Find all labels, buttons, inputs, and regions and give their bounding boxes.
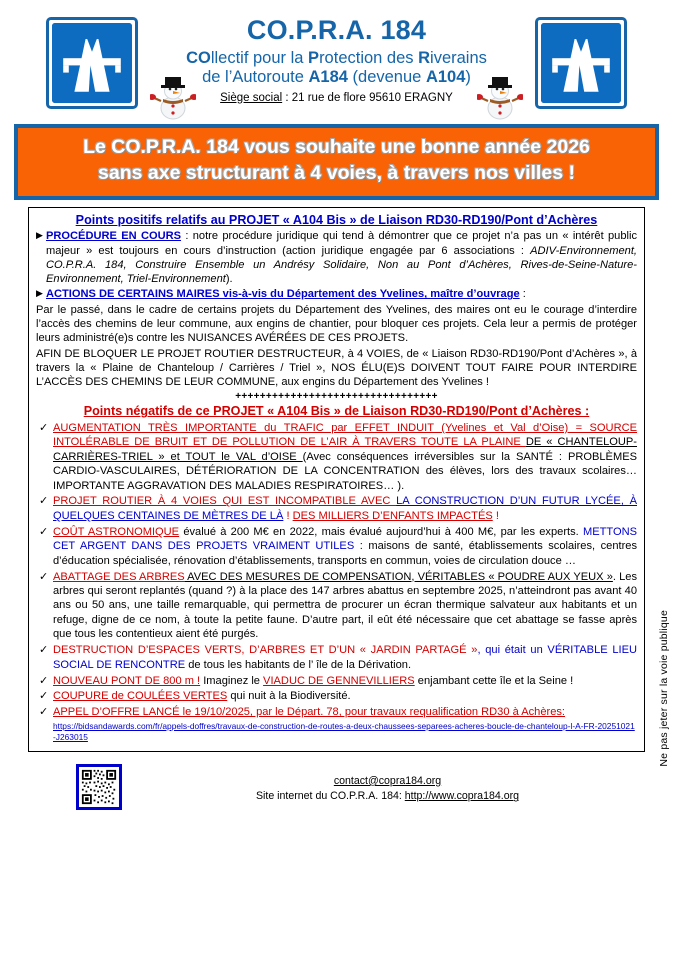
negative-item-green-spaces bbox=[36, 643, 637, 672]
tagline-a104: A104 bbox=[425, 68, 466, 87]
negative-item-traffic-red: AUGMENTATION TRÈS IMPORTANTE du TRAFIC par EFFET INDUIT (Yvelines et Val d’Oise) = SOURCE INTOLÉRABLE DE BRUIT ET DE POLLUTION DE L’AIR À TRAVERS TOUTE LA PLAINE bbox=[53, 421, 637, 449]
tagline-line-1 bbox=[122, 49, 552, 68]
footer-site-label: Site internet du CO.P.R.A. 184: bbox=[255, 790, 405, 803]
footer-contact bbox=[102, 774, 673, 805]
tagline-a184: A184 bbox=[308, 68, 348, 87]
negative-item-trees bbox=[36, 570, 637, 642]
tagline-p: P bbox=[308, 48, 320, 67]
snowman-icon-right bbox=[477, 68, 523, 120]
negative-item-tender bbox=[36, 705, 637, 743]
negative-item-traffic bbox=[36, 421, 637, 493]
negative-item-cost-black-2: : maisons de santé, établissements scolaires, centres d’éducation spécialisée, rénovation d’établissements, transports en commun, voies de circulation douce … bbox=[53, 540, 637, 567]
negative-item-trees-black: . Les arbres qui seront replantés (quand ?) à la place des 147 arbres abattus en septembre 2025, n’atteindront pas avant 40 ans ou 50 ans, une taille remarquable, qui permettra de procurer un écran thermique salvateur aux habitants et un refuge, digne de ce nom, à toute la petite faune. D’autre part, il eût été nécessaire que cet abattage se fasse après que tous les contentieux aient été purgés. bbox=[53, 570, 637, 641]
registered-office-value: : 21 rue de flore 95610 ERAGNY bbox=[282, 91, 453, 104]
positive-section-heading: Points positifs relatifs au PROJET « A104 Bis » de Liaison RD30-RD190/Pont d’Achères bbox=[75, 212, 598, 227]
banner-line-2: sans axe structurant à 4 voies, à travers nos villes ! bbox=[98, 161, 575, 184]
footer-site-line bbox=[102, 789, 673, 804]
negative-items-list bbox=[36, 421, 637, 744]
negative-section-heading: Points négatifs de ce PROJET « A104 Bis » de Liaison RD30-RD190/Pont d’Achères : bbox=[83, 404, 590, 419]
negative-item-bridge bbox=[36, 674, 637, 688]
website-link[interactable]: http://www.copra184.org bbox=[404, 790, 520, 803]
org-name: CO.P.R.A. 184 bbox=[246, 14, 427, 45]
motorway-sign-svg bbox=[52, 23, 132, 103]
tagline-rotection: rotection des bbox=[319, 48, 419, 67]
tagline-mid: (devenue bbox=[347, 68, 426, 87]
positive-item-procedure-tail: ). bbox=[225, 273, 233, 286]
negative-item-tender-red: APPEL D’OFFRE LANCÉ le 19/10/2025, par le Départ. 78, pour travaux requalification RD30 à Achères: bbox=[53, 706, 566, 719]
negative-item-cost bbox=[36, 525, 637, 568]
motorway-sign-icon-right bbox=[535, 17, 627, 109]
tender-url-link[interactable]: https://bidsandawards.com/fr/appels-doffres/travaux-de-construction-de-routes-a-deux-chaussees-separees-acheres-boucle-de-chanteloup-l-A-FR-20251021-J263015 bbox=[53, 720, 635, 743]
negative-item-traffic-black-underline: DE « CHANTELOUP-CARRIÈRES-TRIEL » et TOUT le VAL d’OISE bbox=[53, 436, 638, 463]
tagline-suffix: ) bbox=[465, 68, 471, 87]
negative-item-lycee-mid: ! bbox=[283, 509, 293, 522]
negative-item-cost-red: COÛT ASTRONOMIQUE bbox=[53, 525, 180, 538]
negative-item-traffic-black: (Avec conséquences irréversibles sur la SANTÉ : PROBLÈMES CARDIO-VASCULAIRES, DÉTÉRIORATION DE LA CONCENTRATION des élèves, lors des travaux scolaires… IMPORTANTE AGGRAVATION DES MALADIES RESPIRATOIRES… ). bbox=[53, 450, 637, 492]
negative-item-bridge-black-2: enjambant cette île et la Seine ! bbox=[414, 674, 574, 687]
negative-item-bridge-black: Imaginez le bbox=[200, 674, 264, 687]
positive-item-procedure-associations: ADIV-Environnement, CO.P.R.A. 184, Construire Ensemble un Andrésy Solidaire, Non au Pont d’Achères, Rives-de-Seine-Nature-Environnement, Triel-Environnement bbox=[46, 244, 637, 286]
positive-item-procedure-lead: PROCÉDURE EN COURS bbox=[46, 230, 182, 243]
positive-item-mayors-lead: ACTIONS DE CERTAINS MAIRES vis-à-vis du Département des Yvelines, maître d’ouvrage bbox=[46, 288, 520, 301]
negative-item-lycee-red: PROJET ROUTIER À 4 VOIES QUI EST INCOMPATIBLE AVEC bbox=[53, 495, 397, 508]
positive-item-mayors-para-2: AFIN DE BLOQUER LE PROJET ROUTIER DESTRUCTEUR, à 4 VOIES, de « Liaison RD30-RD190/Pont d’Achères », à travers la « Plaine de Chanteloup / Carrières / Triel », NOS ÉLU(E)S DOIVENT TOUT FAIRE POUR INTERDIRE L’ACCÈS DES CHEMINS DE LEUR COMMUNE, aux engins du Département des Yvelines ! bbox=[36, 347, 637, 389]
motorway-sign-svg bbox=[541, 23, 621, 103]
registered-office-label: Siège social bbox=[220, 91, 283, 104]
negative-item-green-spaces-black: de tous les habitants de l’ île de la Dérivation. bbox=[185, 658, 412, 671]
negative-item-lycee bbox=[36, 494, 637, 523]
tagline-iverains: iverains bbox=[430, 48, 487, 67]
positive-item-mayors-sep: : bbox=[519, 288, 526, 301]
motorway-sign-icon-left bbox=[46, 17, 138, 109]
positive-item-procedure-body: notre procédure juridique qui tend à démontrer que ce projet n’a pas un « intérêt public majeur » est toujours en cours d’instruction (action juridique engagée par 6 associations : bbox=[46, 230, 637, 257]
document-header bbox=[0, 0, 673, 120]
negative-item-green-spaces-blue: , qui était un VÉRITABLE LIEU SOCIAL DE RENCONTRE bbox=[53, 644, 637, 671]
negative-item-bridge-red: NOUVEAU PONT DE 800 m ! bbox=[53, 674, 201, 687]
positive-item-procedure bbox=[36, 229, 637, 286]
banner-line-1: Le CO.P.R.A. 184 vous souhaite une bonne année 2026 bbox=[83, 136, 590, 158]
negative-item-cost-black: évalué à 200 M€ en 2022, mais évalué aujourd’hui à 400 M€, par les experts. bbox=[179, 525, 583, 538]
positive-item-mayors-para-1: Par le passé, dans le cadre de certains projets du Département des Yvelines, des maires ont eu le courage d’interdire l’accès des chemins de leur commune, aux engins de chantier, pour bloquer ces projets. Cela leur a permis de protéger leurs administré(e)s contre les NUISANCES AVÉRÉES DE CES PROJETS. bbox=[36, 303, 637, 345]
do-not-litter-note: Ne pas jeter sur la voie publique bbox=[658, 610, 670, 767]
negative-item-trees-red: ABATTAGE DES ARBRES bbox=[53, 570, 185, 583]
negative-item-green-corridors-red: COUPURE de COULÉES VERTES bbox=[53, 690, 228, 703]
negative-item-lycee-red-2: DES MILLIERS D’ENFANTS IMPACTÉS bbox=[292, 509, 493, 522]
section-separator: +++++++++++++++++++++++++++++++++ bbox=[235, 391, 438, 403]
tagline-llectif: llectif pour la bbox=[210, 48, 309, 67]
content-box bbox=[28, 207, 645, 752]
tagline-r: R bbox=[418, 48, 431, 67]
negative-item-trees-black-underline: AVEC DES MESURES DE COMPENSATION, VÉRITABLES « POUDRE AUX YEUX » bbox=[184, 570, 613, 583]
snowman-icon-left bbox=[150, 68, 196, 120]
footer-email-line bbox=[102, 774, 673, 789]
positive-item-mayors bbox=[36, 287, 637, 301]
document-footer bbox=[0, 764, 673, 810]
new-year-banner bbox=[14, 124, 659, 200]
negative-item-bridge-red-2: VIADUC DE GENNEVILLIERS bbox=[263, 674, 415, 687]
tagline-co: CO bbox=[186, 48, 211, 67]
negative-item-lycee-blue: LA CONSTRUCTION D’UN FUTUR LYCÉE, À QUELQUES CENTAINES DE MÈTRES DE LÀ bbox=[53, 495, 638, 522]
negative-item-lycee-tail: ! bbox=[492, 509, 499, 522]
negative-item-green-corridors bbox=[36, 689, 637, 703]
negative-item-green-corridors-black: qui nuit à la Biodiversité. bbox=[227, 690, 351, 703]
contact-email-link[interactable]: contact@copra184.org bbox=[333, 774, 442, 787]
tagline-prefix: de l’Autoroute bbox=[202, 68, 309, 87]
negative-item-cost-blue: METTONS CET ARGENT DANS DES PROJETS VRAIMENT UTILES bbox=[53, 525, 638, 553]
negative-item-green-spaces-red: DESTRUCTION D’ESPACES VERTS, D’ARBRES ET D’UN « JARDIN PARTAGÉ » bbox=[53, 644, 478, 657]
positive-item-procedure-sep: : bbox=[181, 230, 193, 243]
